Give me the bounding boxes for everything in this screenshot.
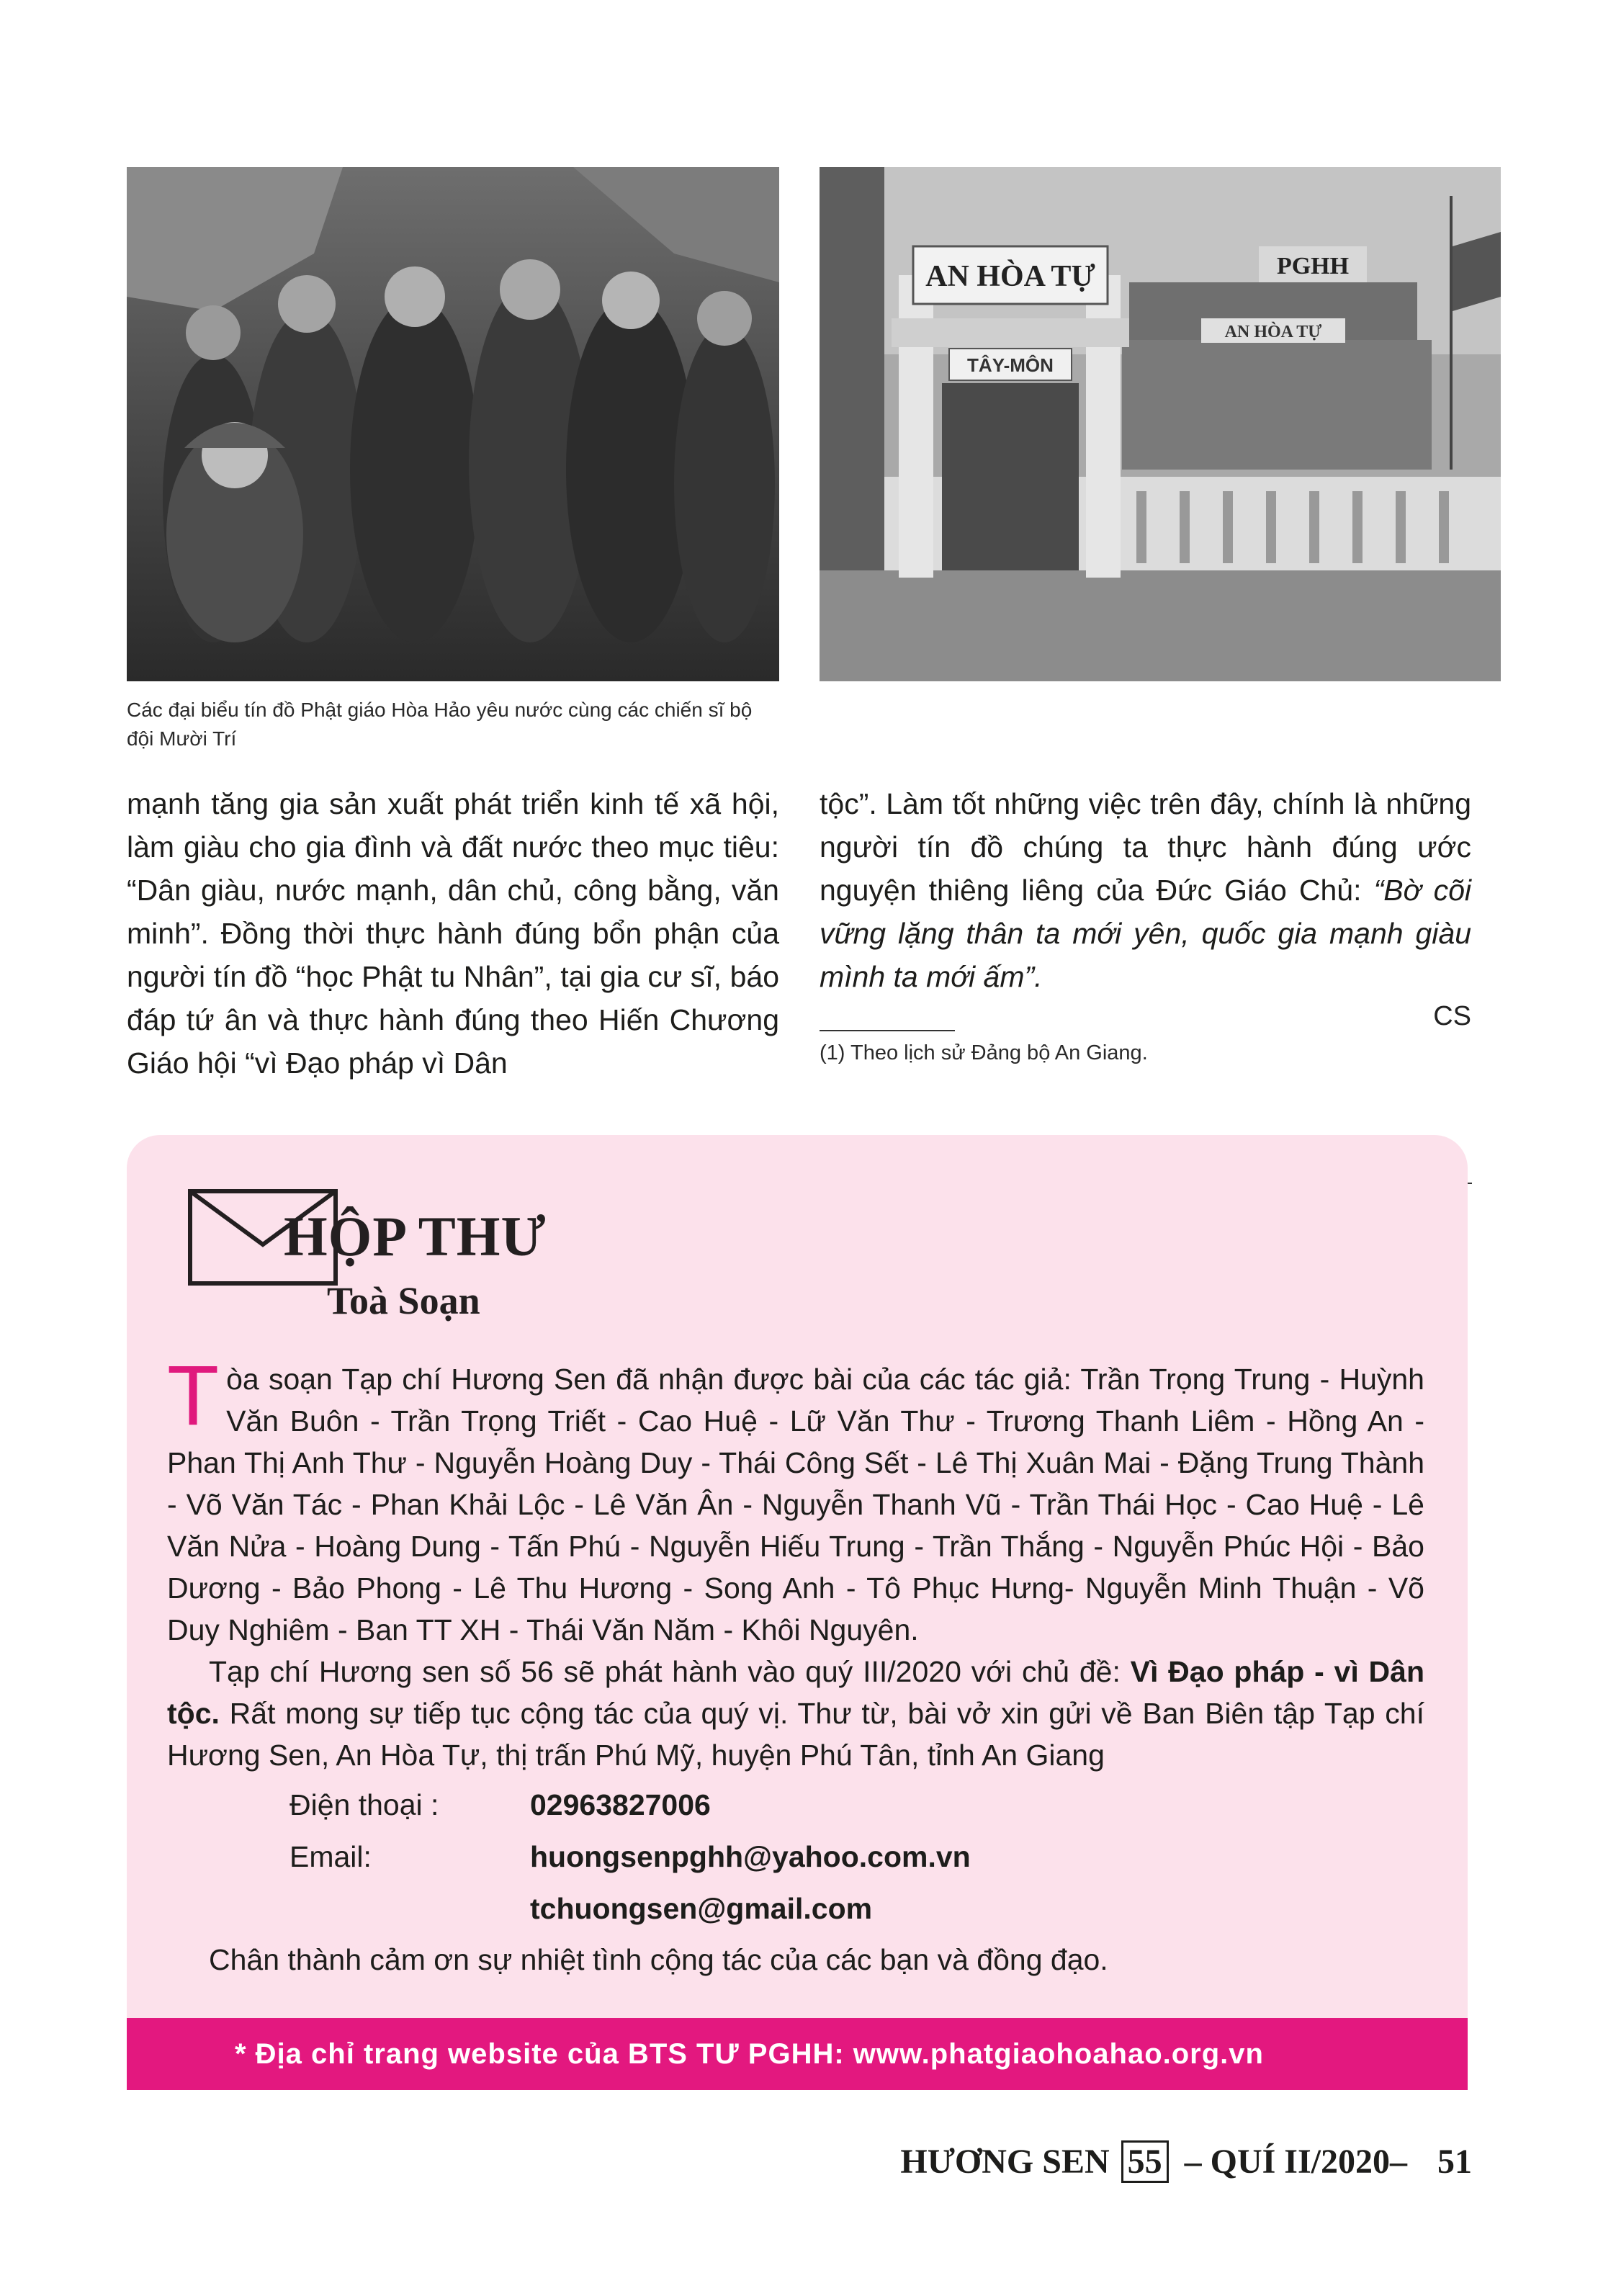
next-issue-theme: Vì Đạo pháp - vì Dân tộc. xyxy=(167,1655,1425,1730)
group-photo-icon xyxy=(127,167,779,681)
mailbox-body xyxy=(167,1348,1425,1981)
page-number: 51 xyxy=(1437,2143,1472,2181)
mailbox-section xyxy=(127,1135,1468,2090)
magazine-name: HƯƠNG SEN xyxy=(900,2143,1110,2181)
group-photo xyxy=(127,167,779,681)
author-signature: CS xyxy=(1433,1001,1471,1031)
footnote-rule xyxy=(820,1030,955,1031)
article-column-left: mạnh tăng gia sản xuất phát triển kinh tế xã hội, làm giàu cho gia đình và đất nước theo mục tiêu: “Dân giàu, nước mạnh, dân chủ, công bằng, văn minh”. Đồng thời thực hành đúng bổn phận của người tín đồ “học Phật tu Nhân”, tại gia cư sĩ, báo đáp tứ ân và thực hành đúng theo Hiến Chương Giáo hội “vì Đạo pháp vì Dân xyxy=(127,787,779,1080)
email-address-2: tchuongsen@gmail.com xyxy=(530,1892,873,1925)
phone-number: 02963827006 xyxy=(530,1788,711,1821)
website-bar xyxy=(127,2018,1468,2090)
gate-title-sign: AN HÒA TỰ xyxy=(925,260,1095,293)
thanks-paragraph: Chân thành cảm ơn sự nhiệt tình cộng tác của các bạn và đồng đạo. xyxy=(209,1943,1108,1976)
email-label: Email: xyxy=(289,1840,372,1873)
dropcap: T xyxy=(167,1348,220,1443)
roof-sign: PGHH xyxy=(1276,253,1350,279)
gate-sub-sign: TÂY-MÔN xyxy=(967,354,1054,376)
next-issue-paragraph xyxy=(167,1651,1424,1776)
photo-caption: Các đại biểu tín đồ Phật giáo Hòa Hảo yêu nước cùng các chiến sĩ bộ đội Mười Trí xyxy=(127,699,753,750)
building-sign: AN HÒA TỰ xyxy=(1224,323,1322,341)
page-rule-right xyxy=(1468,1183,1472,1184)
article-text-right: tộc”. Làm tốt những việc trên đây, chính là những người tín đồ chúng ta thực hành đúng ước nguyện thiêng liêng của Đức Giáo Chủ: xyxy=(820,787,1471,907)
article-quote: “Bờ cõi vững lặng thân ta mới yên, quốc gia mạnh giàu mình ta mới ấm”. xyxy=(820,874,1471,993)
issue-number: 55 xyxy=(1121,2140,1169,2183)
contributors-paragraph xyxy=(167,1348,1424,1651)
website-address: * Địa chỉ trang website của BTS TƯ PGHH: www.phatgiaohoahao.org.vn xyxy=(235,2038,1264,2070)
next-issue-text: Tạp chí Hương sen số 56 sẽ phát hành vào quý III/2020 với chủ đề: xyxy=(209,1655,1131,1688)
email-address-1: huongsenpghh@yahoo.com.vn xyxy=(530,1840,971,1873)
contact-info xyxy=(289,1779,1424,1934)
page-footer xyxy=(900,2140,1472,2184)
issue-quarter: – QUÍ II/2020– xyxy=(1184,2143,1407,2181)
footnote: (1) Theo lịch sử Đảng bộ An Giang. xyxy=(820,1041,1148,1064)
temple-gate-photo xyxy=(820,167,1501,681)
contributors-text: òa soạn Tạp chí Hương Sen đã nhận được bài của các tác giả: Trần Trọng Trung - Huỳnh Văn Buôn - Trần Trọng Triết - Cao Huệ - Lữ Văn Thư - Trương Thanh Liêm - Hồng An - Phan Thị Anh Thư - Nguyễn Hoàng Duy - Thái Công Sết - Lê Thị Xuân Mai - Đặng Trung Thành - Võ Văn Tác - Phan Khải Lộc - Lê Văn Ân - Nguyễn Thanh Vũ - Trần Thái Học - Cao Huệ - Lê Văn Nửa - Hoàng Dung - Tấn Phú - Nguyễn Hiếu Trung - Trần Thắng - Nguyễn Phúc Hội - Bảo Dương - Bảo Phong - Lê Thu Hương - Song Anh - Tô Phục Hưng- Nguyễn Minh Thuận - Võ Duy Nghiêm - Ban TT XH - Thái Văn Năm - Khôi Nguyên. xyxy=(167,1363,1424,1646)
mailbox-title: HỘP THƯ xyxy=(284,1205,547,1268)
temple-gate-photo-icon xyxy=(820,167,1501,681)
article-column-right xyxy=(820,782,1471,998)
next-issue-address: Rất mong sự tiếp tục cộng tác của quý vị. Thư từ, bài vở xin gửi về Ban Biên tập Tạp chí Hương Sen, An Hòa Tự, thị trấn Phú Mỹ, huyện Phú Tân, tỉnh An Giang xyxy=(167,1697,1424,1772)
mailbox-subtitle: Toà Soạn xyxy=(327,1279,480,1322)
phone-label: Điện thoại : xyxy=(289,1788,439,1821)
